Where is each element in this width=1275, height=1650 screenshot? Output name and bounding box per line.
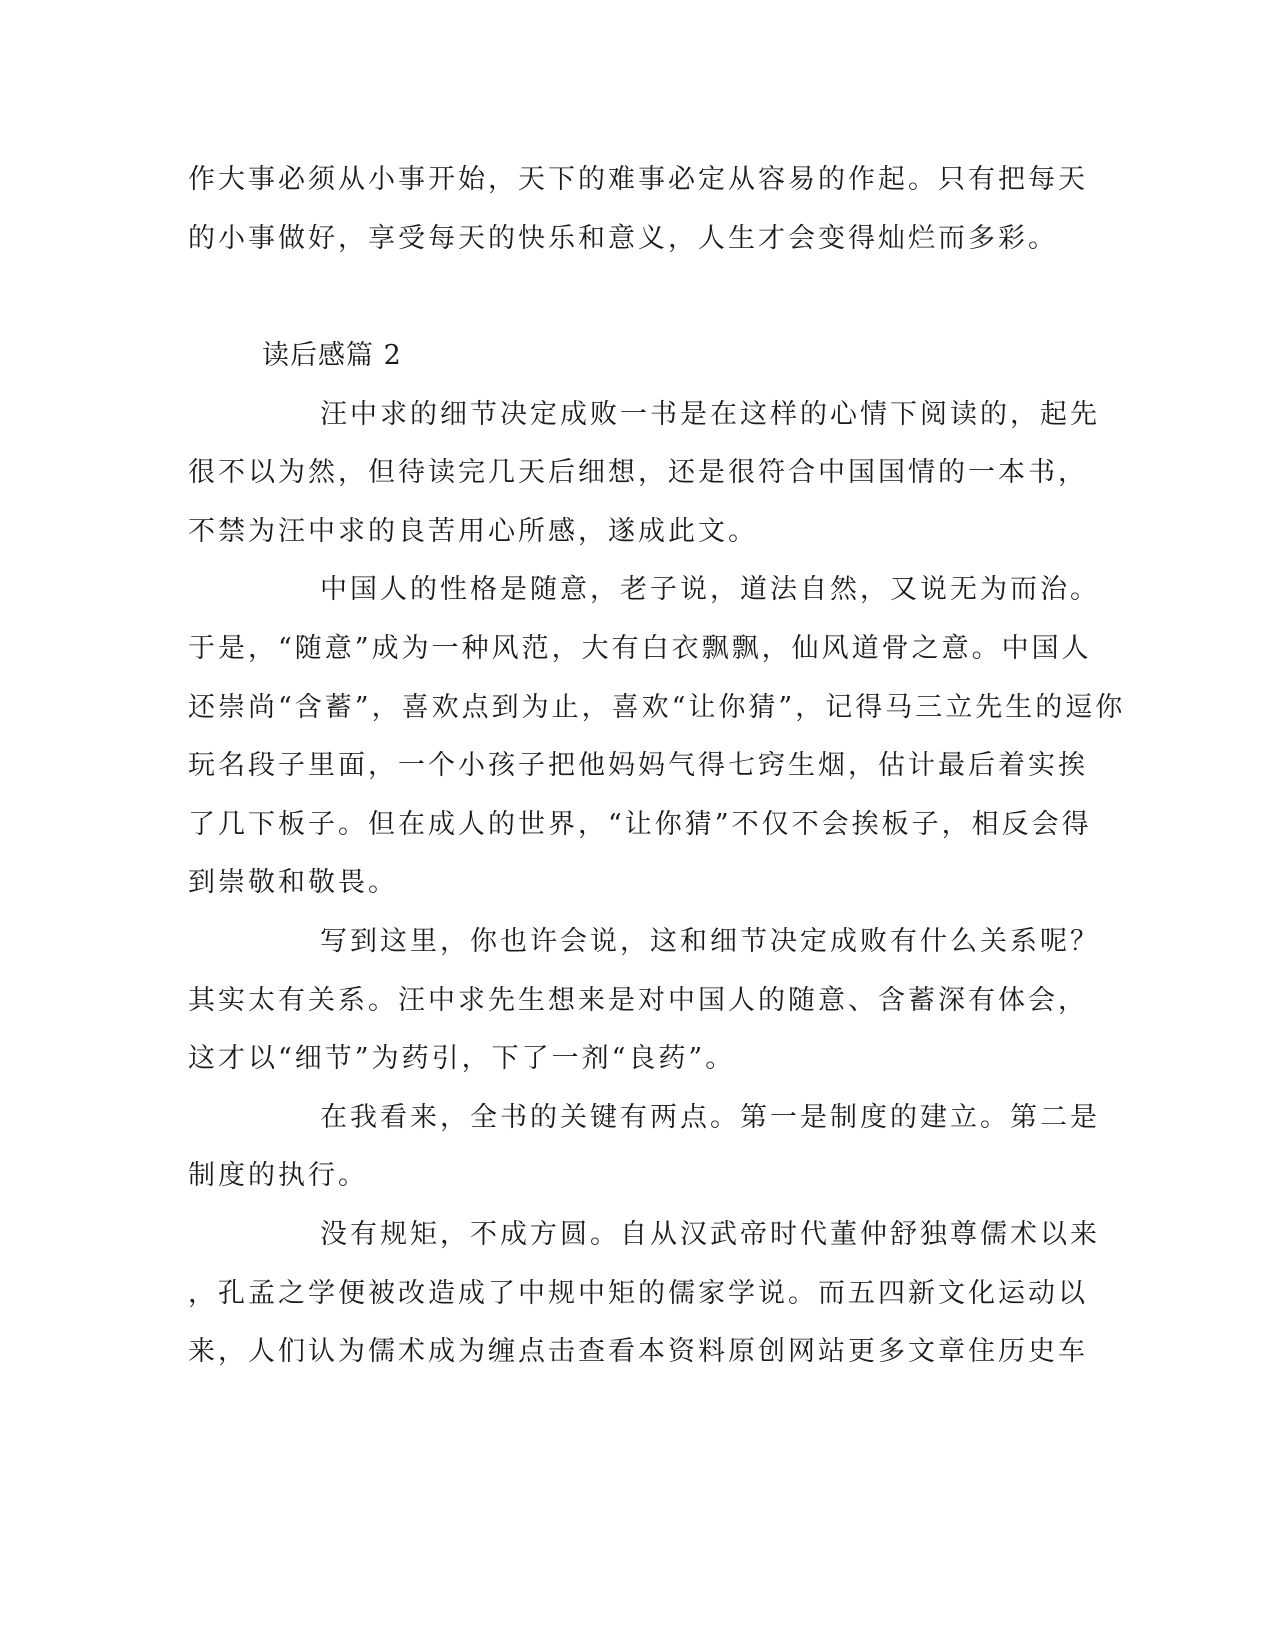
text-line: 了几下板子。但在成人的世界，“让你猜”不仅不会挨板子，相反会得 xyxy=(188,809,1092,840)
text-line: 很不以为然，但待读完几天后细想，还是很符合中国国情的一本书， xyxy=(188,457,1088,488)
text-line: 还崇尚“含蓄”，喜欢点到为止，喜欢“让你猜”，记得马三立先生的逗你 xyxy=(188,692,1126,723)
text-line: 这才以“细节”为药引，下了一剂“良药”。 xyxy=(188,1043,736,1074)
text-line: 作大事必须从小事开始，天下的难事必定从容易的作起。只有把每天 xyxy=(188,164,1088,195)
text-line: 玩名段子里面，一个小孩子把他妈妈气得七窍生烟，估计最后着实挨 xyxy=(188,750,1088,781)
text-line: 于是，“随意”成为一种风范，大有白衣飘飘，仙风道骨之意。中国人 xyxy=(188,633,1092,664)
text-line: 到崇敬和敬畏。 xyxy=(188,867,398,898)
section-title: 读后感篇 2 xyxy=(262,340,402,371)
text-line: 没有规矩，不成方圆。自从汉武帝时代董仲舒独尊儒术以来 xyxy=(320,1219,1100,1250)
text-line: 中国人的性格是随意，老子说，道法自然，又说无为而治。 xyxy=(320,574,1100,605)
text-line: 在我看来，全书的关键有两点。第一是制度的建立。第二是 xyxy=(320,1102,1100,1133)
text-line: 的小事做好，享受每天的快乐和意义，人生才会变得灿烂而多彩。 xyxy=(188,223,1058,254)
text-line: 不禁为汪中求的良苦用心所感，遂成此文。 xyxy=(188,516,758,547)
text-line: 写到这里，你也许会说，这和细节决定成败有什么关系呢？ xyxy=(320,926,1100,957)
text-line: 汪中求的细节决定成败一书是在这样的心情下阅读的，起先 xyxy=(320,399,1100,430)
text-line: ，孔孟之学便被改造成了中规中矩的儒家学说。而五四新文化运动以 xyxy=(188,1278,1088,1309)
text-line: 来，人们认为儒术成为缠点击查看本资料原创网站更多文章住历史车 xyxy=(188,1336,1088,1367)
text-line: 制度的执行。 xyxy=(188,1160,368,1191)
text-line: 其实太有关系。汪中求先生想来是对中国人的随意、含蓄深有体会， xyxy=(188,985,1088,1016)
